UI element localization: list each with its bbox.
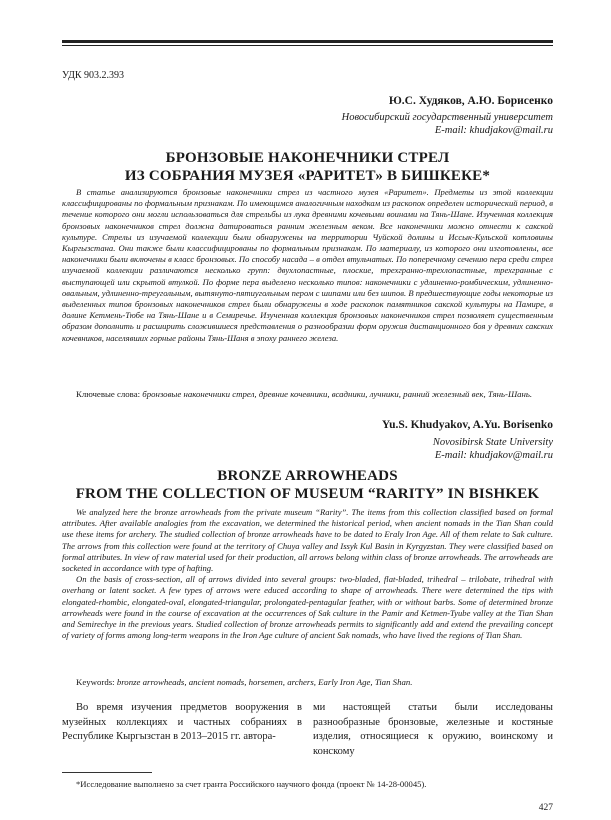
ru-abstract-text: В статье анализируются бронзовые наконечники стрел из частного музея «Раритет». Предметы из этой коллекции классифицированы по формальным признакам. По имеющимся аналогичным находкам из раскопок определен исторический период, в течение которого они могли использоваться для стрельбы из лука древними кочевыми воинами на Тянь-Шане. Изученная коллекция бронзовых наконечников стрел должна датироваться ранним железным веком. Все наконечники можно отнести к сакской культуре. Стрелы из изучаемой коллекции были обнаружены на территории Чуйской долины и Иссык-Кульской котловины Кыргызстана. Они также были классифицированы по формальным признакам. По материалу, из которого они изготовлены, все наконечники были включены в класс бронзовых. По способу насада – в отдел втульчатых. По поперечному сечению пера среди стрел изучаемой коллекции различаются несколько групп: двухлопастные, плоские, трехгранно-трехлопастные, трехгранные с выступающей или скрытой втулкой. По форме пера выделено несколько типов: наконечники с удлиненно-ромбическим, удлиненно-овальным, удлиненно-треугольным, вытянуто-пятиугольным пером с шипами или без шипов. В предшествующие годы некоторые из выделенных типов бронзовых наконечников стрел были обнаружены в ходе раскопок памятников сакской культуры на Памире, в долине Кетмень-Тюбе на Тянь-Шане и в Семиречье. Изученная коллекция бронзовых наконечников стрел позволяет существенным образом дополнить и расширить сложившиеся представления о разнообразии форм оружия дистанционного боя у древних сакских кочевников, населявших горные районы Тянь-Шаня в эпоху раннего железа. xyxy=(62,187,553,343)
en-title-line-2: FROM THE COLLECTION OF MUSEUM “RARITY” IN BISHKEK xyxy=(75,486,540,502)
en-keywords xyxy=(62,677,553,689)
en-email: E-mail: khudjakov@mail.ru xyxy=(434,450,553,461)
en-affiliation: Novosibirsk State University xyxy=(432,437,553,448)
en-abstract xyxy=(62,507,553,641)
footnote: *Исследование выполнено за счет гранта Российского научного фонда (проект № 14-28-00045). xyxy=(76,779,427,789)
page-number: 427 xyxy=(538,803,553,813)
ru-email: E-mail: khudjakov@mail.ru xyxy=(434,125,553,136)
body-right-column xyxy=(313,701,553,759)
top-rule-thick xyxy=(62,40,553,43)
body-left-text: Во время изучения предметов вооружения в музейных коллекциях и частных собраниях в Республике Кыргызстан в 2013–2015 гг. автора- xyxy=(62,702,302,742)
ru-title-line-2: ИЗ СОБРАНИЯ МУЗЕЯ «РАРИТЕТ» В БИШКЕКЕ* xyxy=(124,168,491,184)
en-title-line-1: BRONZE ARROWHEADS xyxy=(217,468,398,484)
en-authors: Yu.S. Khudyakov, A.Yu. Borisenko xyxy=(381,419,553,431)
ru-affiliation: Новосибирский государственный университет xyxy=(341,112,553,123)
ru-keywords-text: бронзовые наконечники стрел, древние кочевники, всадники, лучники, ранний железный век, Тянь-Шань. xyxy=(142,389,533,399)
top-rule-thin xyxy=(62,45,553,46)
body-left-column xyxy=(62,701,302,745)
footnote-rule xyxy=(62,772,152,773)
ru-keywords-label: Ключевые слова: xyxy=(76,389,141,399)
ru-title-line-1: БРОНЗОВЫЕ НАКОНЕЧНИКИ СТРЕЛ xyxy=(165,150,450,166)
ru-abstract xyxy=(62,187,553,344)
en-keywords-label: Keywords: xyxy=(76,677,115,687)
ru-keywords xyxy=(62,389,553,401)
udk-code: УДК 903.2.393 xyxy=(62,70,125,81)
en-abstract-paragraph-1: We analyzed here the bronze arrowheads from the private museum “Rarity”. The items from this collection classified based on formal attributes. After available analogies from the excavation, we determined the historical period, when ancient nomads in the Tian Shan could use these items for archery. The studied collection of bronze arrowheads have to be dated to Eraly Iron Age. All of them relate to Sak culture. The arrows from this collection were found at the territory of Chuya valley and Issyk Kul Basin in Kyrgyzstan. They were classified based on formal attributes. In view of raw material used for their production, all arrows belong within class of bronze arrowheads. The arrowheads are socketed in accordance with type of hafting. xyxy=(62,507,553,574)
en-keywords-text: bronze arrowheads, ancient nomads, horsemen, archers, Early Iron Age, Tian Shan. xyxy=(116,677,413,687)
ru-authors: Ю.С. Худяков, А.Ю. Борисенко xyxy=(388,95,553,107)
body-right-text: ми настоящей статьи были исследованы разнообразные бронзовые, железные и костяные изделия, относящиеся к оружию, воинскому и конскому xyxy=(313,702,553,757)
en-abstract-paragraph-2: On the basis of cross-section, all of arrows divided into several groups: two-bladed, flat-bladed, trihedral – trilobate, trihedral with overhang or latent socket. A few types of arrows were educed according to shape of arrowheads. There were determined the tips with elongated-rhombic, elongated-oval, elongated-triangular, prolongated-pentagular feather, with or without barbs. Some of determined bronze arrowheads were found in the course of excavation at the occurrences of Sak culture in the Pamir and Ketmen-Tyube valley at the Tian Shan and Semirechye in the previous years. Studied collection of bronze arrowheads permits to significantly add and extend the prevailing concept of variety of forms among long-term weapons in the Iron Age culture of ancient Sak nomads, who have lived the regions of Tian Shan. xyxy=(62,574,553,641)
